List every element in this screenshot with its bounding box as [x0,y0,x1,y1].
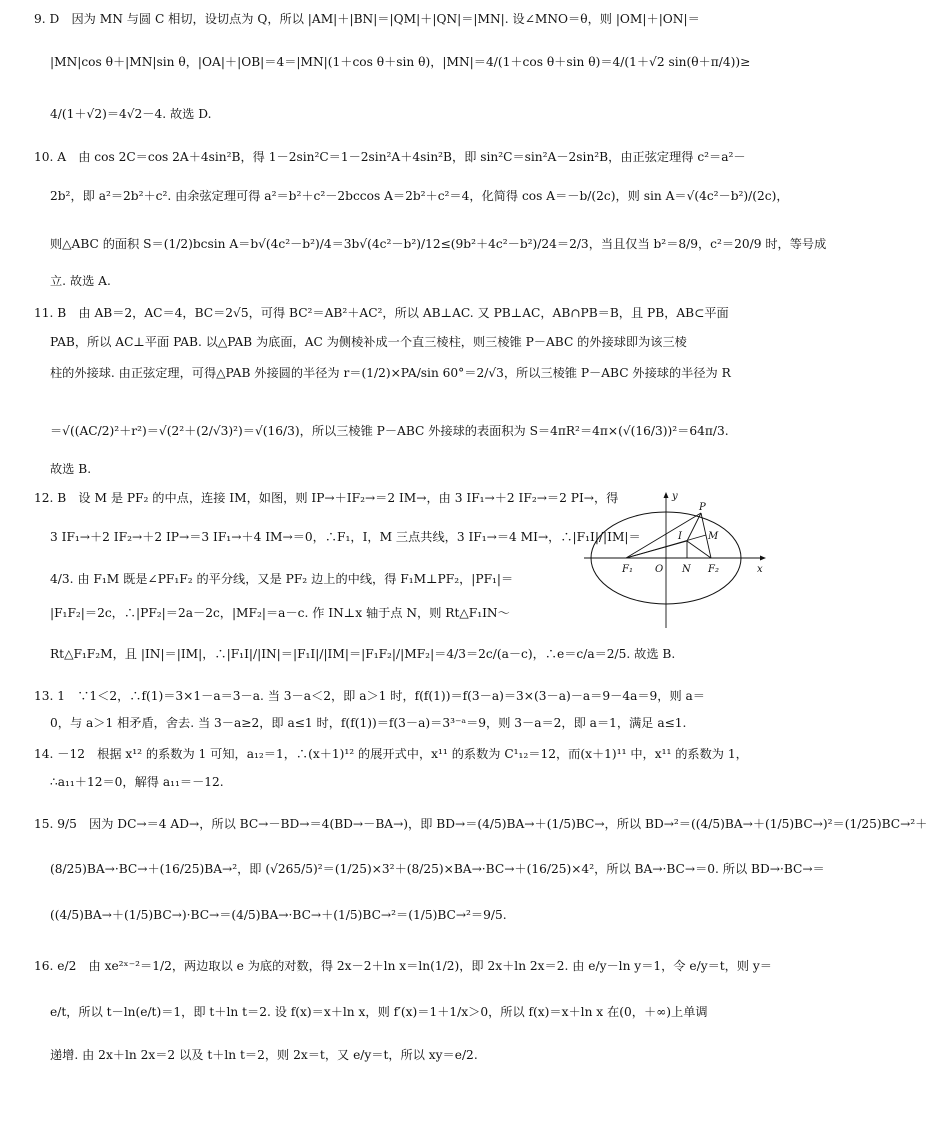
label-m: M [708,531,719,542]
solution-12-line-4: |F₁F₂|＝2c，∴|PF₂|＝2a－2c，|MF₂|＝a－c. 作 IN⊥x 轴于点 N，则 Rt△F₁IN～ [50,606,510,620]
solution-9-line-1: 9. D 因为 MN 与圆 C 相切，设切点为 Q，所以 |AM|＋|BN|＝|QM|＋|QN|＝|MN|. 设∠MNO＝θ，则 |OM|＋|ON|＝ [34,12,700,26]
solution-9-line-2: |MN|cos θ＋|MN|sin θ，|OA|＋|OB|＝4＝|MN|(1＋cos θ＋sin θ)，|MN|＝4/(1＋cos θ＋sin θ)＝4/(1＋√2 sin(θ＋π/4))≥ [50,55,751,69]
solution-15-line-1: 15. 9/5 因为 DC→＝4 AD→，所以 BC→－BD→＝4(BD→－BA→)，即 BD→＝(4/5)BA→＋(1/5)BC→，所以 BD→²＝((4/5)BA→＋(1/5)BC→)²＝(1/25)BC→²＋ [34,817,927,831]
solution-13-line-1: 13. 1 ∵1＜2，∴f(1)＝3×1－a＝3－a. 当 3－a＜2，即 a＞1 时，f(f(1))＝f(3－a)＝3×(3－a)－a＝9－4a＝9，则 a＝ [34,689,705,703]
segment-f1-i [626,541,687,558]
solution-12-line-3: 4/3. 由 F₁M 既是∠PF₁F₂ 的平分线，又是 PF₂ 边上的中线，得 F₁M⊥PF₂，|PF₁|＝ [50,572,514,586]
label-f2: F₂ [708,564,719,575]
label-f1: F₁ [622,564,633,575]
solution-15-line-2: (8/25)BA→·BC→＋(16/25)BA→²，即 (√265/5)²＝(1/25)×3²＋(8/25)×BA→·BC→＋(16/25)×4²，所以 BA→·BC→＝0. 所以 BD→·BC→＝ [50,862,825,876]
ellipse-figure [584,486,770,630]
solution-11-line-1: 11. B 由 AB＝2，AC＝4，BC＝2√5，可得 BC²＝AB²＋AC²，所以 AB⊥AC. 又 PB⊥AC，AB∩PB＝B，且 PB，AB⊂平面 [34,306,729,320]
label-p: P [699,502,706,513]
solution-14-line-1: 14. －12 根据 x¹² 的系数为 1 可知，a₁₂＝1，∴(x＋1)¹² 的展开式中，x¹¹ 的系数为 C¹₁₂＝12，而(x＋1)¹¹ 中，x¹¹ 的系数为 1， [34,747,748,761]
solution-16-line-2: e/t，所以 t－ln(e/t)＝1，即 t＋ln t＝2. 设 f(x)＝x＋ln x，则 f′(x)＝1＋1/x＞0，所以 f(x)＝x＋ln x 在(0，＋∞)上单调 [50,1005,708,1019]
solution-11-line-5: 故选 B. [50,462,92,476]
label-n: N [682,564,691,575]
solution-10-line-4: 立. 故选 A. [50,274,111,288]
x-axis-arrow [760,556,766,561]
solution-15-line-3: ((4/5)BA→＋(1/5)BC→)·BC→＝(4/5)BA→·BC→＋(1/5)BC→²＝(1/5)BC→²＝9/5. [50,908,507,922]
solution-14-line-2: ∴a₁₁＋12＝0，解得 a₁₁＝－12. [50,775,224,789]
solution-11-line-2: PAB，所以 AC⊥平面 PAB. 以△PAB 为底面，AC 为侧棱补成一个直三棱柱，则三棱锥 P－ABC 的外接球即为该三棱 [50,335,687,349]
solution-10-line-3: 则△ABC 的面积 S＝(1/2)bcsin A＝b√(4c²－b²)/4＝3b√(4c²－b²)/12≤(9b²＋4c²－b²)/24＝2/3，当且仅当 b²＝8/9，c²＝20/9 时，等号成 [50,237,827,251]
solution-11-line-3: 柱的外接球. 由正弦定理，可得△PAB 外接圆的半径为 r＝(1/2)×PA/sin 60°＝2/√3，所以三棱锥 P－ABC 外接球的半径为 R [50,366,731,380]
solution-13-line-2: 0，与 a＞1 相矛盾，舍去. 当 3－a≥2，即 a≤1 时，f(f(1))＝f(3－a)＝3³⁻ᵃ＝9，则 3－a＝2，即 a＝1，满足 a≤1. [50,716,687,730]
solution-16-line-3: 递增. 由 2x＋ln 2x＝2 以及 t＋ln t＝2，则 2x＝t，又 e/y＝t，所以 xy＝e/2. [50,1048,478,1062]
ellipse-diagram [584,486,770,630]
solution-10-line-1: 10. A 由 cos 2C＝cos 2A＋4sin²B，得 1－2sin²C＝1－2sin²A＋4sin²B，即 sin²C＝sin²A－2sin²B，由正弦定理得 c²＝a²－ [34,150,746,164]
label-o: O [655,564,664,575]
solution-11-line-4: ＝√((AC/2)²＋r²)＝√(2²＋(2/√3)²)＝√(16/3)，所以三棱锥 P－ABC 外接球的表面积为 S＝4πR²＝4π×(√(16/3))²＝64π/3. [50,424,729,438]
solution-12-line-2: 3 IF₁→＋2 IF₂→＋2 IP→＝3 IF₁→＋4 IM→＝0，∴F₁，I，M 三点共线，3 IF₁→＝4 MI→，∴|F₁I|/|IM|＝ [50,530,641,544]
y-axis-arrow [664,492,669,498]
label-i: I [678,531,682,542]
label-y: y [672,491,678,502]
solution-9-line-3: 4/(1＋√2)＝4√2－4. 故选 D. [50,107,212,121]
solution-10-line-2: 2b²，即 a²＝2b²＋c². 由余弦定理可得 a²＝b²＋c²－2bccos A＝2b²＋c²＝4，化简得 cos A＝－b/(2c)，则 sin A＝√(4c²－b²)/(2c)， [50,189,789,203]
solution-16-line-1: 16. e/2 由 xe²ˣ⁻²＝1/2，两边取以 e 为底的对数，得 2x－2＋ln x＝ln(1/2)，即 2x＋ln 2x＝2. 由 e/y－ln y＝1，令 e/y＝t，则 y＝ [34,959,772,973]
solution-12-line-1: 12. B 设 M 是 PF₂ 的中点，连接 IM，如图，则 IP→＋IF₂→＝2 IM→，由 3 IF₁→＋2 IF₂→＝2 PI→，得 [34,491,619,505]
solution-12-line-5: Rt△F₁F₂M，且 |IN|＝|IM|，∴|F₁I|/|IN|＝|F₁I|/|IM|＝|F₁F₂|/|MF₂|＝4/3＝2c/(a－c)，∴e＝c/a＝2/5. 故选 B. [50,647,676,661]
label-x: x [757,564,763,575]
